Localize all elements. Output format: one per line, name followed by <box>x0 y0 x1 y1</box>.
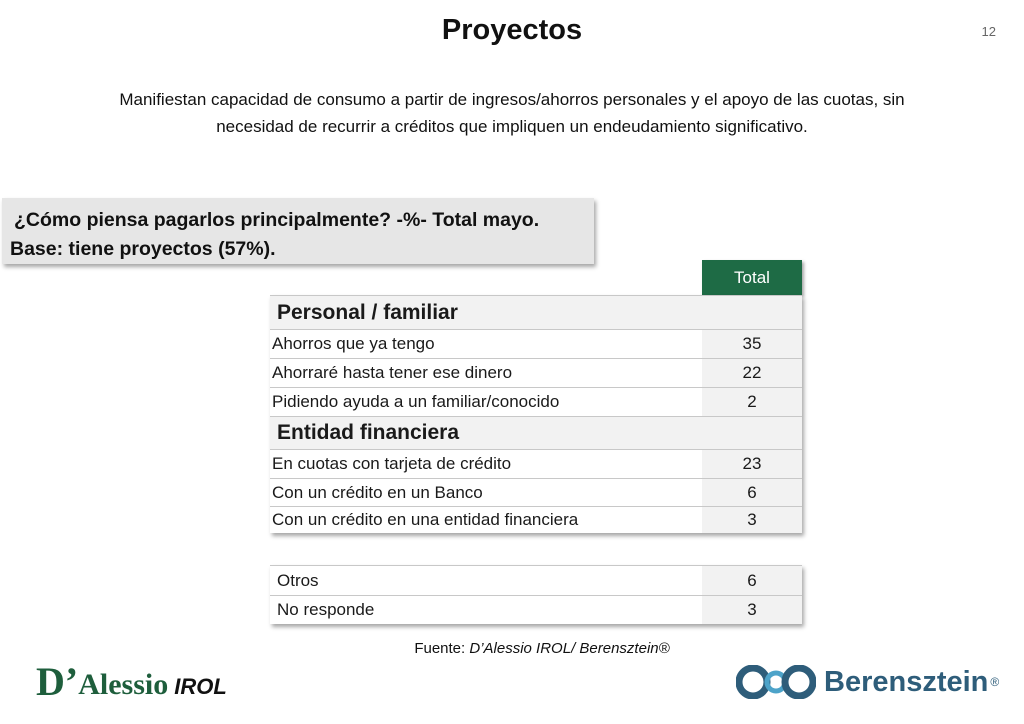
table-row <box>270 387 802 416</box>
table-group-row <box>270 416 802 449</box>
logo-berensztein-name: Berensztein <box>824 665 989 698</box>
page-number: 12 <box>981 24 996 39</box>
row-value: 3 <box>702 507 802 533</box>
row-value: 6 <box>702 566 802 595</box>
table-row <box>270 565 802 595</box>
row-value: 22 <box>702 359 802 387</box>
question-box <box>2 198 594 264</box>
subtitle-line-2: necesidad de recurrir a créditos que impliquen un endeudamiento significativo. <box>216 117 808 136</box>
question-text: ¿Cómo piensa pagarlos principalmente? -%- Total mayo. <box>14 209 540 231</box>
row-value: 2 <box>702 388 802 416</box>
table-row <box>270 506 802 533</box>
source-prefix: Fuente: <box>414 640 470 657</box>
table-row <box>270 478 802 506</box>
row-value: 6 <box>702 479 802 506</box>
row-label: No responde <box>277 600 375 619</box>
logo-d: D’ <box>36 659 79 704</box>
page-title: Proyectos <box>441 14 583 46</box>
berensztein-logo <box>736 662 999 702</box>
group-value-empty <box>702 296 802 329</box>
row-label: Con un crédito en una entidad financiera <box>272 510 579 529</box>
group-label: Entidad financiera <box>277 421 460 444</box>
dalessio-irol-logo <box>36 660 227 702</box>
table-row <box>270 449 802 478</box>
group-label: Personal / familiar <box>277 300 458 324</box>
table-row <box>270 358 802 387</box>
table-group-row <box>270 295 802 329</box>
row-label: Ahorros que ya tengo <box>272 334 435 353</box>
logo-irol: IROL <box>174 674 227 699</box>
slide-subtitle <box>40 86 984 140</box>
logo-registered-mark: ® <box>990 675 1000 689</box>
subtitle-line-1: Manifiestan capacidad de consumo a partir de ingresos/ahorros personales y el apoyo de las cuotas, sin <box>119 90 905 109</box>
table-row <box>270 329 802 358</box>
row-value: 35 <box>702 330 802 358</box>
row-value: 23 <box>702 450 802 478</box>
row-label: Con un crédito en un Banco <box>272 482 483 502</box>
table-row <box>270 595 802 624</box>
row-label: Pidiendo ayuda a un familiar/conocido <box>272 392 560 411</box>
row-label: Ahorraré hasta tener ese dinero <box>272 363 513 382</box>
source-note <box>0 640 1024 657</box>
row-label: En cuotas con tarjeta de crédito <box>272 454 512 473</box>
group-value-empty <box>702 417 802 449</box>
source-text: D’Alessio IROL/ Berensztein® <box>469 640 670 657</box>
question-base: Base: tiene proyectos (57%). <box>10 238 276 260</box>
row-label: Otros <box>277 570 319 590</box>
berensztein-mark-icon <box>736 665 816 699</box>
row-value: 3 <box>702 596 802 624</box>
table-column-header-total: Total <box>702 260 802 295</box>
logo-alessio: Alessio <box>78 668 169 701</box>
